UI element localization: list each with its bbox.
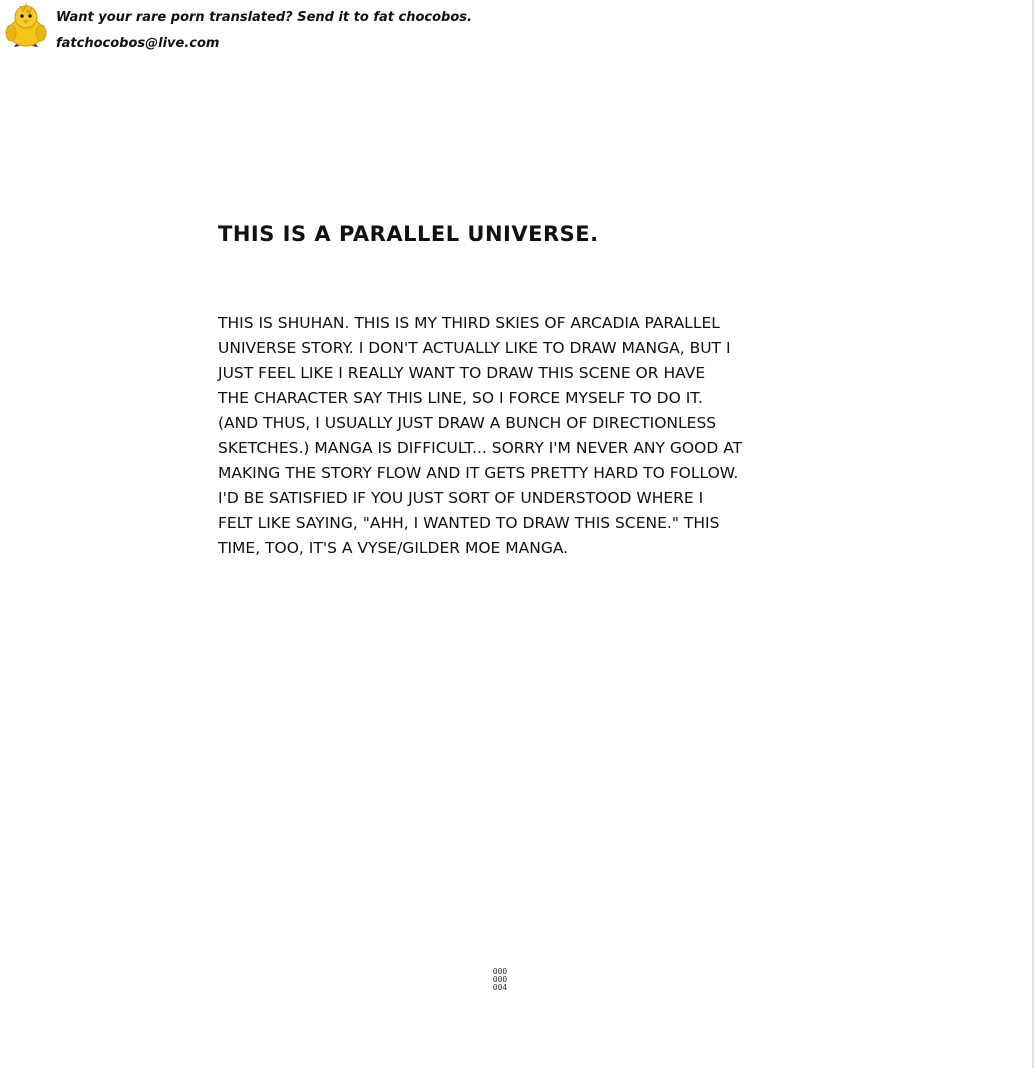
author-note-line: FELT LIKE SAYING, "AHH, I WANTED TO DRAW THIS SCENE." THIS	[218, 514, 720, 532]
author-note-line: TIME, TOO, IT'S A VYSE/GILDER MOE MANGA.	[218, 539, 569, 557]
author-note-line: SKETCHES.) MANGA IS DIFFICULT... SORRY I'M NEVER ANY GOOD AT	[218, 439, 743, 457]
page-title: THIS IS A PARALLEL UNIVERSE.	[218, 222, 599, 246]
page-number	[486, 968, 514, 992]
author-note-line: JUST FEEL LIKE I REALLY WANT TO DRAW THIS SCENE OR HAVE	[218, 364, 706, 382]
page-number-row: 004	[492, 983, 508, 992]
author-note-line: THIS IS SHUHAN. THIS IS MY THIRD SKIES OF ARCADIA PARALLEL	[218, 314, 720, 332]
author-note	[218, 311, 878, 561]
author-note-line: MAKING THE STORY FLOW AND IT GETS PRETTY HARD TO FOLLOW.	[218, 464, 739, 482]
page-number-row: 000	[492, 975, 508, 984]
author-note-line: THE CHARACTER SAY THIS LINE, SO I FORCE MYSELF TO DO IT.	[218, 389, 703, 407]
page-number-row: 000	[492, 967, 508, 976]
credit-message: Want your rare porn translated? Send it to fat chocobos.	[56, 10, 472, 25]
author-note-line: UNIVERSE STORY. I DON'T ACTUALLY LIKE TO DRAW MANGA, BUT I	[218, 339, 731, 357]
chocobo-icon	[2, 2, 50, 48]
author-note-line: (AND THUS, I USUALLY JUST DRAW A BUNCH OF DIRECTIONLESS	[218, 414, 717, 432]
scanlation-credit	[0, 0, 560, 60]
credit-email: fatchocobos@live.com	[56, 36, 220, 51]
author-note-line: I'D BE SATISFIED IF YOU JUST SORT OF UNDERSTOOD WHERE I	[218, 489, 704, 507]
